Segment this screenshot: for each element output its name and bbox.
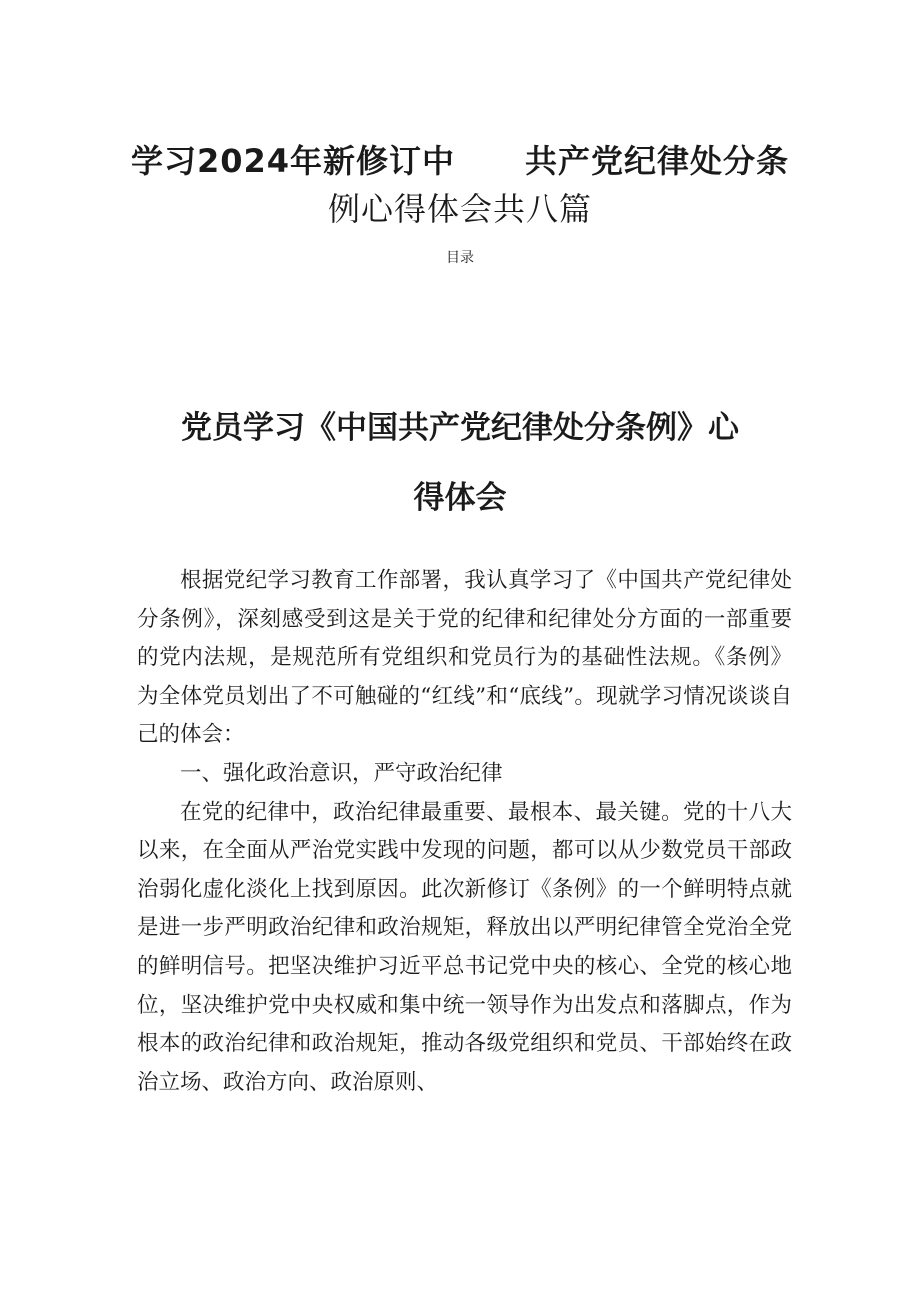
- document-title-line-1: [0, 136, 920, 182]
- article-body: [137, 562, 792, 1102]
- document-title-part-2: 共产党纪律处分条: [525, 142, 790, 180]
- article-title-line-2: 得体会: [413, 480, 507, 516]
- body-paragraph: 在党的纪律中，政治纪律最重要、最根本、最关键。党的十八大以来，在全面从严治党实践中发现的问题，都可以从少数党员干部政治弱化虚化淡化上找到原因。此次新修订《条例》的一个鲜明特点就是进一步严明政治纪律和政治规矩，释放出以严明纪律管全党治全党的鲜明信号。把坚决维护习近平总书记党中央的核心、全党的核心地位，坚决维护党中央权威和集中统一领导作为出发点和落脚点，作为根本的政治纪律和政治规矩，推动各级党组织和党员、干部始终在政治立场、政治方向、政治原则、: [137, 799, 792, 1095]
- document-title-line-2: 例心得体会共八篇: [327, 190, 592, 228]
- document-title-part-1: 学习2024年新修订中: [130, 142, 456, 180]
- section-heading: 一、强化政治意识，严守政治纪律: [180, 760, 503, 786]
- article-title-line-1: 党员学习《中国共产党纪律处分条例》心: [181, 410, 739, 446]
- table-of-contents-label: 目录: [446, 250, 474, 266]
- body-paragraph: 根据党纪学习教育工作部署，我认真学习了《中国共产党纪律处分条例》，深刻感受到这是关于党的纪律和纪律处分方面的一部重要的党内法规，是规范所有党组织和党员行为的基础性法规。《条例》为全体党员划出了不可触碰的“红线”和“底线”。现就学习情况谈谈自己的体会：: [137, 568, 792, 748]
